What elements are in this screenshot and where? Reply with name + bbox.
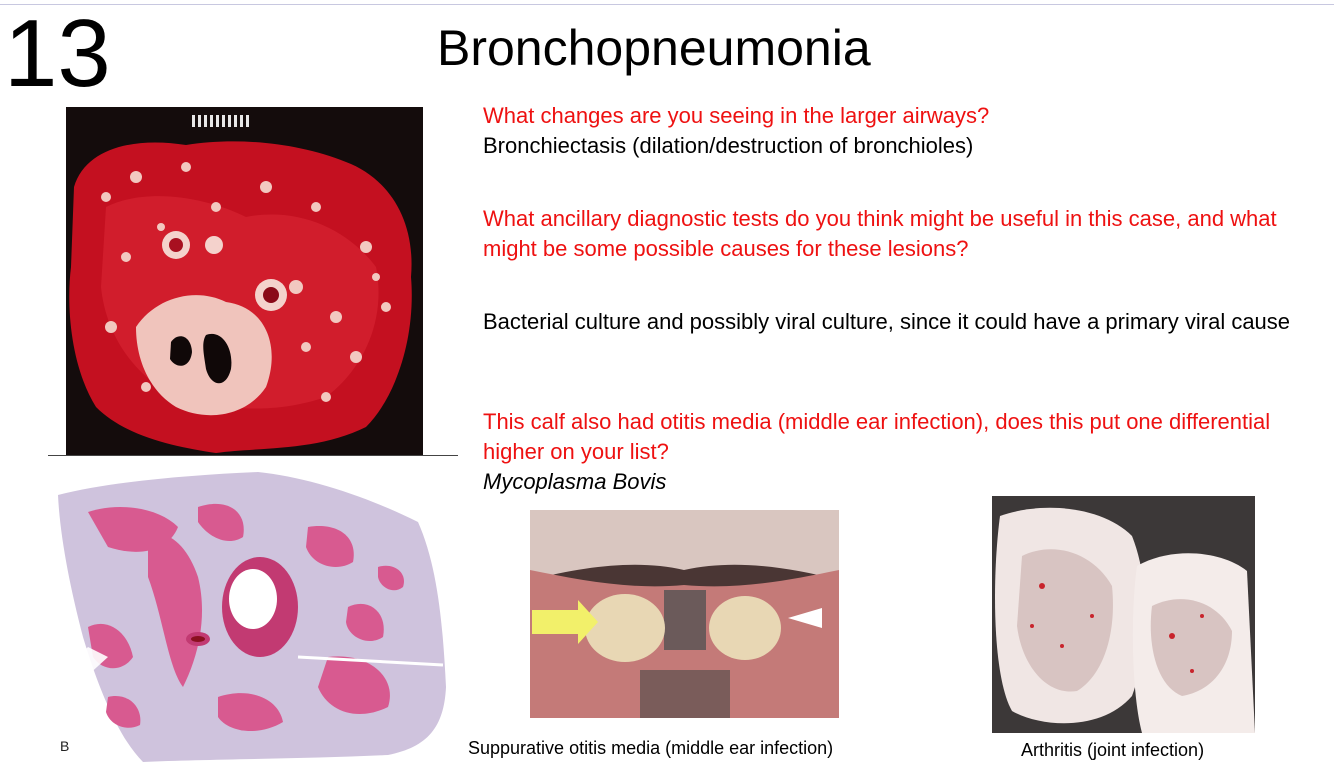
answer-bronchiectasis: Bronchiectasis (dilation/destruction of bronchioles) <box>483 133 974 158</box>
answer-culture: Bacterial culture and possibly viral culture, since it could have a primary viral cause <box>483 309 1291 334</box>
otitis-media-caption: Suppurative otitis media (middle ear infection) <box>468 738 834 758</box>
arthritis-caption: Arthritis (joint infection) <box>1021 740 1205 760</box>
slide-title: Bronchopneumonia <box>437 20 871 76</box>
answer-mycoplasma: Mycoplasma Bovis <box>483 469 667 494</box>
image-divider <box>48 455 458 456</box>
gross-lung-photo <box>66 107 423 455</box>
question-otitis-media: This calf also had otitis media (middle ear infection), does this put one differential higher on your list? <box>483 409 1271 464</box>
histology-panel-letter: B <box>60 738 70 754</box>
question-ancillary-tests: What ancillary diagnostic tests do you think might be useful in this case, and what might be some possible causes for these lesions? <box>483 206 1277 261</box>
slide-number: 13 <box>4 0 111 107</box>
lung-histology-photo <box>48 467 458 762</box>
otitis-media-photo <box>530 510 839 718</box>
top-divider-line <box>0 4 1334 5</box>
arthritis-joint-photo <box>992 496 1255 733</box>
question-airways: What changes are you seeing in the larger airways? <box>483 103 990 128</box>
